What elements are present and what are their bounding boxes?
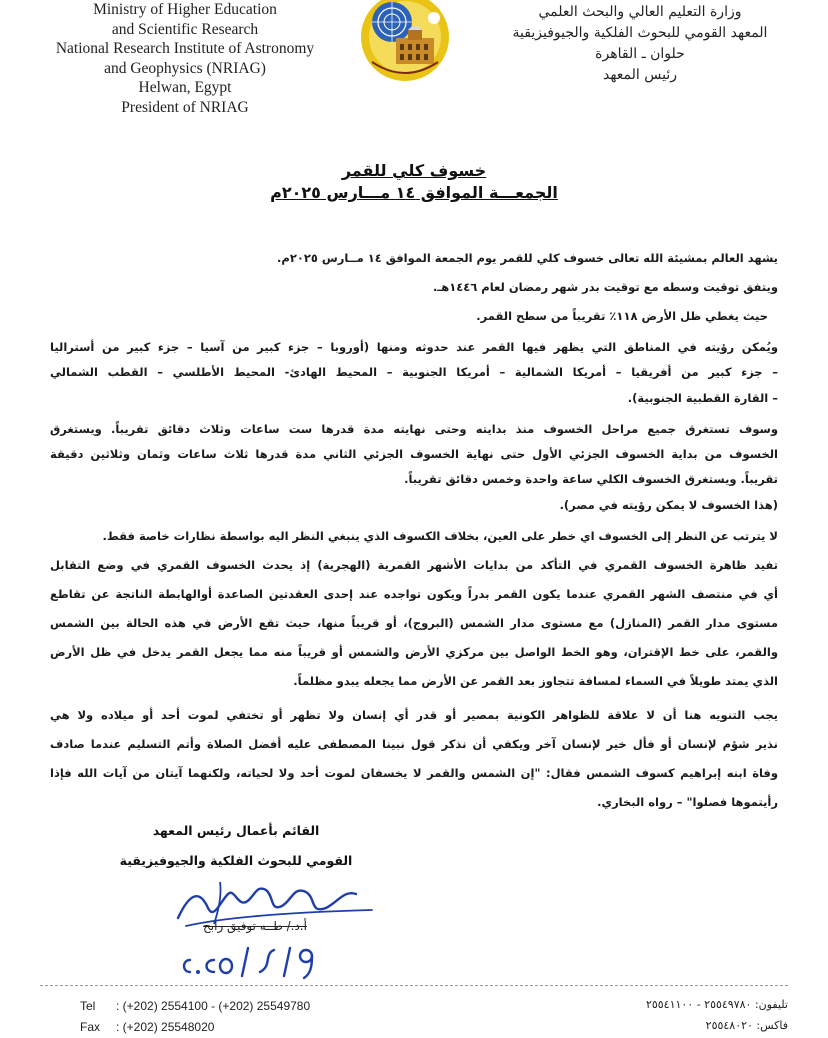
document-title [0, 160, 828, 204]
document-body [50, 244, 778, 817]
paragraph-2 [50, 335, 778, 411]
body-line: وفاة ابنه إبراهيم كسوف الشمس فقال: "إن الشمس والقمر لا يخسفان لموت أحد ولا لحياته، ولكنهما آيتان من آيات الله فإذا [50, 766, 778, 781]
location-ar: حلوان ـ القاهرة [595, 46, 685, 62]
fax-value: : (+202) 25548020 [116, 1020, 215, 1034]
paragraph-3 [50, 417, 778, 518]
footer-fax-en [80, 1017, 310, 1038]
title-line-2: الجمعـــة الموافق ١٤ مـــارس ٢٠٢٥م [270, 183, 558, 202]
body-line: والقمر، على خط الإقتران، وهو الخط الواصل بين مركزي الأرض والشمس أو قريباً منه مما يجعل القمر يدخل في ظل الأرض [50, 645, 778, 660]
footer-fax-ar: فاكس: ٢٥٥٤٨٠٢٠ [705, 1019, 788, 1032]
body-line: ويتفق توقيت وسطه مع توقيت بدر شهر رمضان لعام ١٤٤٦هـ. [432, 280, 778, 294]
fax-label: Fax [80, 1020, 101, 1034]
footer-tel-ar: تليفون: ٢٥٥٤٩٧٨٠ - ٢٥٥٤١١٠٠ [645, 998, 788, 1011]
ministry-name-en-2: and Scientific Research [111, 20, 259, 38]
body-line: رأيتموها فصلوا" – رواه البخاري. [597, 795, 778, 810]
president-title-ar: رئيس المعهد [603, 67, 677, 83]
paragraph-5 [50, 701, 778, 817]
body-line: مستوى مدار القمر (المنازل) مع مستوى مدار الشمس (البروج)، أو قريباً منها، حيث تقع الأرض في هذه الحالة بين الشمس [50, 616, 778, 631]
ministry-name-en: Ministry of Higher Education [93, 1, 277, 18]
body-line: (هذا الخسوف لا يمكن رؤيته في مصر). [559, 497, 778, 512]
header-english [40, 0, 330, 117]
body-line: وسوف تستغرق جميع مراحل الخسوف منذ بدايته وحتى نهايته مدة قدرها ست ساعات وثلاث دقائق تقريباً. ويستغرق [50, 421, 778, 436]
body-line: تقريباً. ويستغرق الخسوف الكلي ساعة واحدة وخمس دقائق تقريباً. [404, 472, 778, 487]
nriag-logo [356, 0, 454, 82]
body-line: الخسوف من بداية الخسوف الجزئي الأول حتى نهاية الخسوف الجزئي الثاني مدة قدرها ثلاث ساعات وثمان وثلاثين دقيقة [50, 447, 778, 462]
paragraph-4 [50, 522, 778, 696]
body-line: حيث يغطي ظل الأرض ١١٨٪ تقريباً من سطح القمر. [476, 309, 768, 323]
body-line: تفيد ظاهرة الخسوف القمري في التأكد من بدايات الأشهر القمرية (الهجرية) إذ يحدث الخسوف القمري في وضع التقابل [50, 558, 778, 573]
signatory-name: أ.د./ طــه توفيق رابح [203, 919, 307, 933]
body-line: الذي يمتد طويلاً في السماء لمسافة تتجاوز بعد القمر عن الأرض مما يجعله يبدو مظلماً. [293, 674, 778, 689]
signatory-block [116, 816, 356, 876]
signatory-title: القائم بأعمال رئيس المعهد [152, 823, 320, 838]
body-line: لا يترتب عن النظر إلى الخسوف اي خطر على العين، بخلاف الكسوف الذي ينبغي النظر اليه بواسطة نظارات خاصة فقط. [102, 529, 778, 544]
footer-tel-en [80, 996, 310, 1017]
handwritten-date [176, 942, 326, 982]
institute-name-en: National Research Institute of Astronomy [55, 40, 315, 57]
header-arabic [490, 2, 790, 86]
body-line: يجب التنويه هنا أن لا علاقة للظواهر الكونية بمصير أو قدر أي إنسان ولا تظهر أو تختفي لموت أحد أو ميلاده ولا هي [50, 708, 778, 723]
logo-star-icon [428, 12, 440, 24]
body-line: أي في منتصف الشهر القمري عندما يكون القمر بدراً ويكون تواجده عند إحدى العقدتين الصاعدة أوالهابطة الناتجة عن تقاطع [50, 587, 778, 602]
tel-label: Tel [80, 999, 96, 1013]
footer-divider [40, 985, 788, 986]
paragraph-1 [50, 244, 778, 331]
body-line: – القارة القطبية الجنوبية). [627, 390, 778, 405]
body-line: نذير شؤم لإنسان أو فأل خير لإنسان آخر ويكفي أن نذكر قول نبينا المصطفى عليه أفضل الصلاة وأتم التسليم عندما صادف [50, 737, 778, 752]
tel-value: : (+202) 2554100 - (+202) 25549780 [116, 999, 311, 1013]
location-en: Helwan, Egypt [138, 79, 232, 96]
president-title-en: President of NRIAG [121, 98, 249, 116]
footer-contact-en [80, 996, 310, 1038]
body-line: يشهد العالم بمشيئة الله تعالى خسوف كلي للقمر يوم الجمعة الموافق ١٤ مــارس ٢٠٢٥م. [277, 251, 778, 265]
institute-name-en-2: and Geophysics (NRIAG) [104, 59, 266, 77]
signatory-institute: القومي للبحوث الفلكية والجيوفيزيقية [119, 853, 353, 868]
body-line: ويُمكن رؤيته في المناطق التي يظهر فيها القمر عند حدوثه ومنها (أوروبا – جزء كبير من آسيا – جزء كبير من أستراليا [50, 340, 778, 354]
footer-contact-ar [646, 994, 788, 1036]
ministry-name-ar: وزارة التعليم العالي والبحث العلمي [538, 4, 742, 20]
institute-name-ar: المعهد القومي للبحوث الفلكية والجيوفيزيقية [512, 25, 768, 41]
title-line-1: خسوف كلي للقمر [341, 161, 487, 180]
body-line: – جزء كبير من أفريقيا – أمريكا الشمالية – أمريكا الجنوبية – المحيط الهادئ- المحيط الأطلسي – القطب الشمالي [50, 365, 778, 380]
